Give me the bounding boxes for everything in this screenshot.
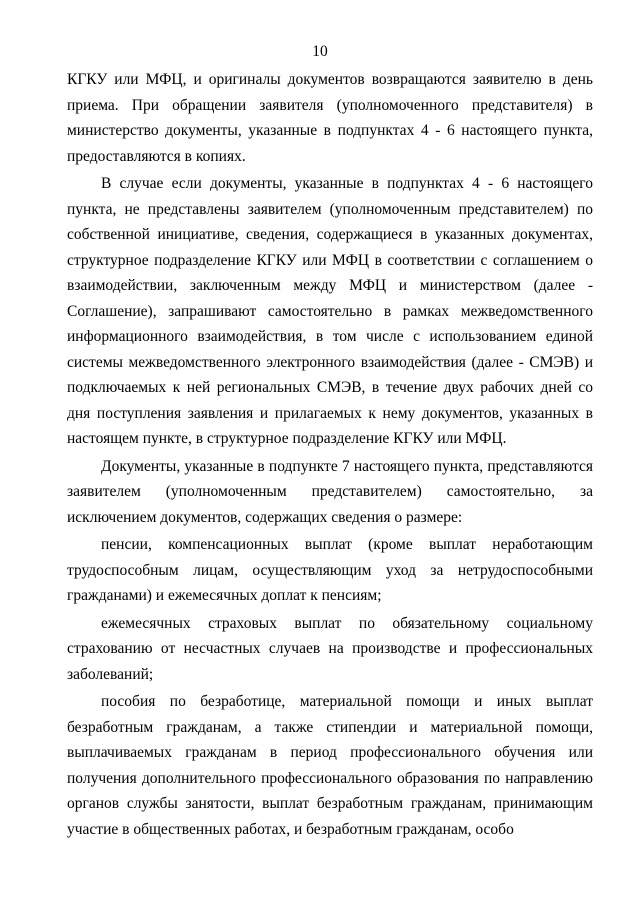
paragraph-insurance-payments: ежемесячных страховых выплат по обязательному социальному страхованию от несчастных случаев на производстве и профессиональных заболеваний; [67, 614, 593, 683]
paragraph-smev-request: В случае если документы, указанные в подпунктах 4 - 6 настоящего пункта, не представлены заявителем (уполномоченным представителем) по собственной инициативе, сведения, содержащиеся в указанных документах, структурное подразделение КГКУ или МФЦ в соответствии с соглашением о взаимодействии, заключенным между МФЦ и министерством (далее - Соглашение), запрашивают самостоятельно в рамках межведомственного информационного взаимодействия, в том числе с использованием единой системы межведомственного электронного взаимодействия (далее - СМЭВ) и подключаемых к ней региональных СМЭВ, в течение двух рабочих дней со дня поступления заявления и прилагаемых к нему документов, указанных в настоящем пункте, в структурное подразделение КГКУ или МФЦ. [67, 175, 593, 447]
document-body [67, 67, 593, 844]
paragraph-unemployment-benefits: пособия по безработице, материальной помощи и иных выплат безработным гражданам, а также стипендии и материальной помощи, выплачиваемых гражданам в период профессионального обучения или получения дополнительного профессионального образования по направлению органов службы занятости, выплат безработным гражданам, принимающим участие в общественных работах, и безработным гражданам, особо [67, 693, 593, 838]
page-number: 10 [312, 43, 328, 60]
paragraph-documents-subitem-7: Документы, указанные в подпункте 7 настоящего пункта, представляются заявителем (уполномоченным представителем) самостоятельно, за исключением документов, содержащих сведения о размере: [67, 457, 593, 526]
paragraph-pension: пенсии, компенсационных выплат (кроме выплат неработающим трудоспособным лицам, осуществляющим уход за нетрудоспособными гражданами) и ежемесячных доплат к пенсиям; [67, 536, 593, 604]
paragraph-continuation: КГКУ или МФЦ, и оригиналы документов возвращаются заявителю в день приема. При обращении заявителя (уполномоченного представителя) в министерство документы, указанные в подпунктах 4 - 6 настоящего пункта, предоставляются в копиях. [67, 71, 593, 165]
